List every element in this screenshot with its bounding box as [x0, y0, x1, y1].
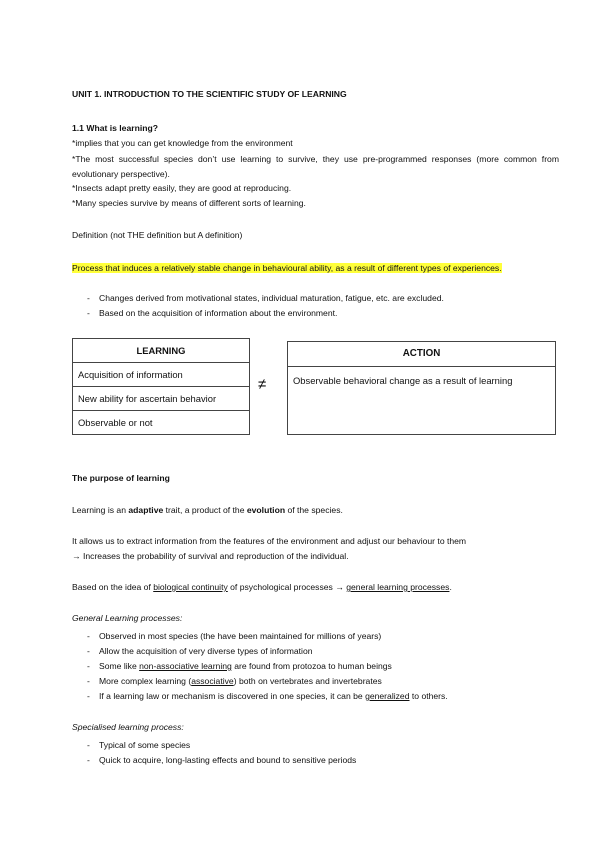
text-run: trait, a product of the — [163, 505, 247, 515]
evolution-emphasis: evolution — [246, 505, 286, 515]
definition-bullets — [72, 291, 444, 321]
text-run: to others. — [409, 691, 448, 701]
point-1: *implies that you can get knowledge from the environment — [72, 138, 293, 148]
list-item: - Allow the acquisition of very diverse types of information — [72, 644, 448, 659]
purpose-paragraph-2-line-2: → Increases the probability of survival and reproduction of the individual. — [72, 551, 349, 561]
list-item — [72, 659, 448, 674]
general-processes-title: General Learning processes: — [72, 613, 183, 623]
text-run: ) both on vertebrates and invertebrates — [233, 676, 382, 686]
associative-term: associative — [191, 676, 234, 686]
purpose-paragraph-1 — [72, 505, 343, 515]
list-item: - Typical of some species — [72, 738, 356, 753]
point-3: *Insects adapt pretty easily, they are good at reproducing. — [72, 183, 292, 193]
learning-table-row: Acquisition of information — [73, 363, 250, 387]
specialised-processes-list — [72, 738, 356, 768]
section-heading — [72, 123, 158, 133]
purpose-paragraph-2-line-1: It allows us to extract information from the features of the environment and adjust our behaviour to them — [72, 536, 467, 546]
text-run: Learning is an — [72, 505, 129, 515]
specialised-processes-title: Specialised learning process: — [72, 722, 184, 732]
definition-intro: Definition (not THE definition but A definition) — [72, 230, 243, 240]
action-table — [287, 341, 556, 435]
text-run: are found from protozoa to human beings — [231, 661, 392, 671]
purpose-paragraph-3 — [72, 582, 452, 592]
list-item: - Observed in most species (the have been maintained for millions of years) — [72, 629, 448, 644]
list-item: - Quick to acquire, long-lasting effects and bound to sensitive periods — [72, 753, 356, 768]
text-run: of psychological processes → — [227, 582, 347, 592]
purpose-title: The purpose of learning — [72, 473, 170, 483]
text-run: Based on the idea of — [72, 582, 154, 592]
definition-text — [72, 261, 559, 276]
point-2: *The most successful species don’t use learning to survive, they use pre-programmed responses (more common from evolutionary perspective). — [72, 154, 559, 179]
unit-title: UNIT 1. INTRODUCTION TO THE SCIENTIFIC STUDY OF LEARNING — [72, 89, 347, 99]
learning-table — [72, 338, 250, 435]
text-run: of the species. — [285, 505, 343, 515]
list-item — [72, 689, 448, 704]
learning-table-row: New ability for ascertain behavior — [73, 387, 250, 411]
adaptive-emphasis: adaptive — [128, 505, 164, 515]
text-run: If a learning law or mechanism is discovered in one species, it can be — [99, 691, 366, 701]
action-table-body: Observable behavioral change as a result of learning — [293, 375, 513, 386]
text-run: Some like — [99, 661, 140, 671]
general-learning-term: general learning processes — [346, 582, 450, 592]
definition-bullet: - Based on the acquisition of information about the environment. — [72, 306, 444, 321]
text-run: More complex learning ( — [99, 676, 192, 686]
text-run: . — [449, 582, 452, 592]
list-item — [72, 674, 448, 689]
learning-table-row: Observable or not — [73, 411, 250, 435]
definition-highlight: Process that induces a relatively stable change in behavioural ability, as a result of different types of experiences. — [72, 263, 502, 273]
general-processes-list — [72, 629, 448, 704]
definition-bullet: - Changes derived from motivational states, individual maturation, fatigue, etc. are excluded. — [72, 291, 444, 306]
point-4: *Many species survive by means of different sorts of learning. — [72, 198, 306, 208]
learning-table-header: LEARNING — [73, 339, 250, 363]
non-associative-term: non-associative learning — [139, 661, 232, 671]
not-equal-symbol: ≠ — [258, 376, 267, 393]
action-table-header: ACTION — [288, 342, 555, 367]
section-number: 1.1 — [72, 123, 84, 133]
biological-continuity-term: biological continuity — [153, 582, 228, 592]
generalized-term: generalized — [365, 691, 410, 701]
section-title: What is learning? — [86, 123, 158, 133]
